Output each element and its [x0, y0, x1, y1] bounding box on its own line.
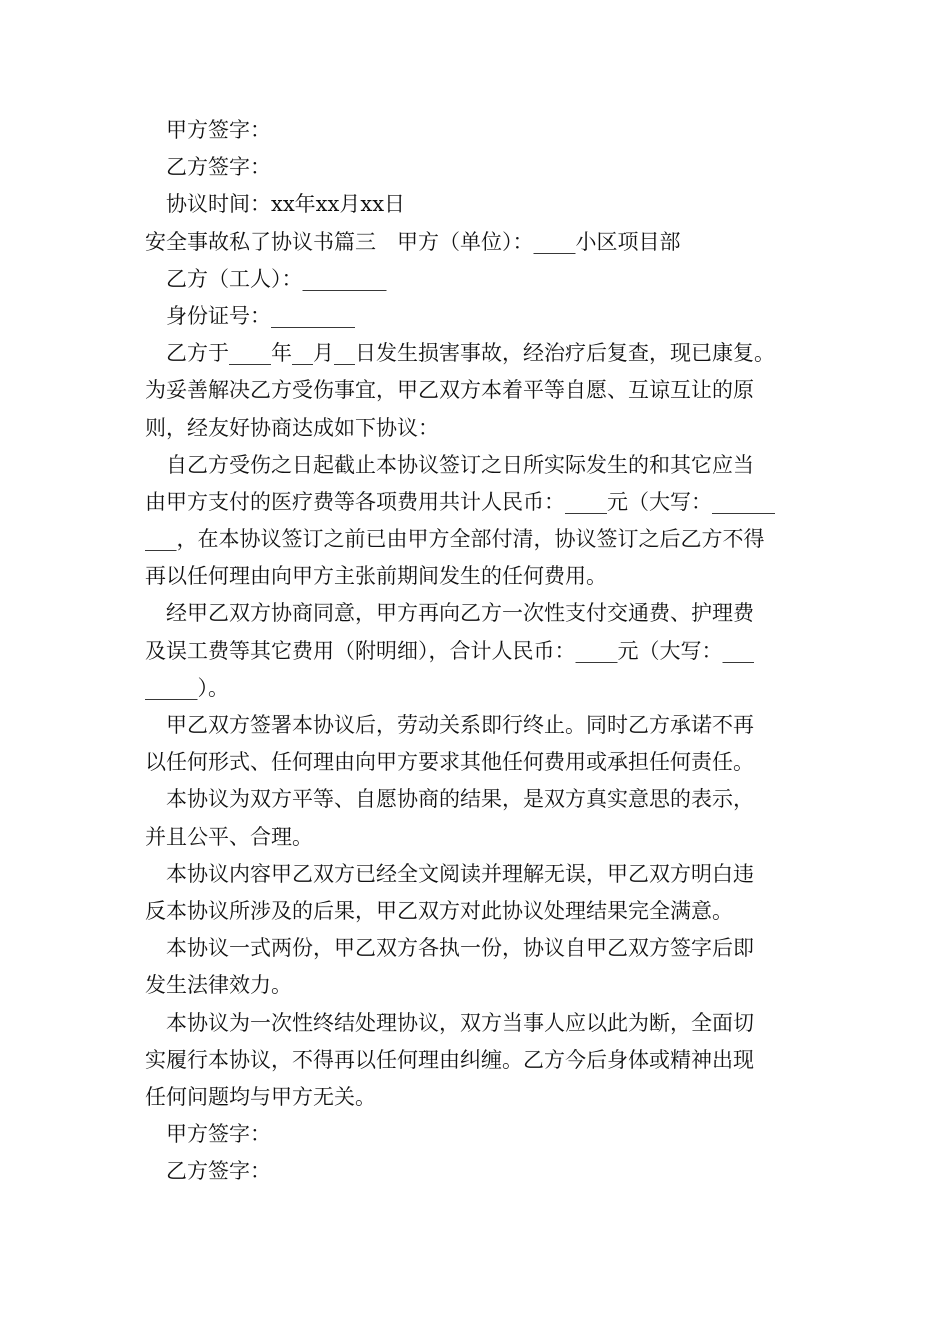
- party-b-worker-line: 乙方（工人）：________: [166, 266, 387, 291]
- paragraph-line: ___，在本协议签订之前已由甲方全部付清，协议签订之后乙方不得: [145, 527, 765, 552]
- document-body: [145, 112, 810, 1190]
- paragraph-line: _____）。: [145, 675, 229, 700]
- party-b-signature-line: 乙方签字：: [166, 155, 271, 180]
- agreement-date-line: 协议时间：xx年xx月xx日: [166, 192, 406, 217]
- paragraph-line: 由甲方支付的医疗费等各项费用共计人民币：____元（大写：______: [145, 489, 775, 514]
- paragraph-line: 本协议一式两份，甲乙双方各执一份，协议自甲乙双方签字后即: [166, 936, 754, 961]
- paragraph-line: 自乙方受伤之日起截止本协议签订之日所实际发生的和其它应当: [166, 452, 754, 477]
- id-number-line: 身份证号：________: [166, 303, 355, 328]
- paragraph-line: 则，经友好协商达成如下协议：: [145, 415, 439, 440]
- paragraph-line: 本协议为一次性终结处理协议，双方当事人应以此为断，全面切: [166, 1010, 754, 1035]
- paragraph-line: 甲乙双方签署本协议后，劳动关系即行终止。同时乙方承诺不再: [166, 713, 754, 737]
- paragraph-line: 本协议内容甲乙双方已经全文阅读并理解无误，甲乙双方明白违: [166, 861, 754, 886]
- paragraph-line: 以任何形式、任何理由向甲方要求其他任何费用或承担任何责任。: [145, 750, 754, 775]
- paragraph-line: 实履行本协议，不得再以任何理由纠缠。乙方今后身体或精神出现: [145, 1047, 754, 1072]
- paragraph-line: 经甲乙双方协商同意，甲方再向乙方一次性支付交通费、护理费: [166, 601, 754, 626]
- paragraph-line: 及误工费等其它费用（附明细），合计人民币：____元（大写：___: [145, 638, 754, 663]
- paragraph-line: 乙方于____年__月__日发生损害事故，经治疗后复查，现已康复。: [166, 341, 775, 366]
- paragraph-line: 并且公平、合理。: [145, 824, 313, 849]
- paragraph-line: 发生法律效力。: [145, 973, 292, 998]
- party-a-signature-line: 甲方签字：: [166, 1122, 271, 1147]
- paragraph-line: 反本协议所涉及的后果，甲乙双方对此协议处理结果完全满意。: [145, 898, 733, 923]
- paragraph-line: 本协议为双方平等、自愿协商的结果，是双方真实意思的表示，: [166, 787, 754, 812]
- paragraph-line: 再以任何理由向甲方主张前期间发生的任何费用。: [145, 564, 607, 589]
- paragraph-line: 为妥善解决乙方受伤事宜，甲乙双方本着平等自愿、互谅互让的原: [145, 378, 754, 403]
- party-b-signature-line: 乙方签字：: [166, 1159, 271, 1184]
- paragraph-line: 任何问题均与甲方无关。: [145, 1084, 376, 1109]
- party-a-signature-line: 甲方签字：: [166, 118, 271, 142]
- section-title-line: 安全事故私了协议书篇三 甲方（单位）：____小区项目部: [145, 229, 681, 254]
